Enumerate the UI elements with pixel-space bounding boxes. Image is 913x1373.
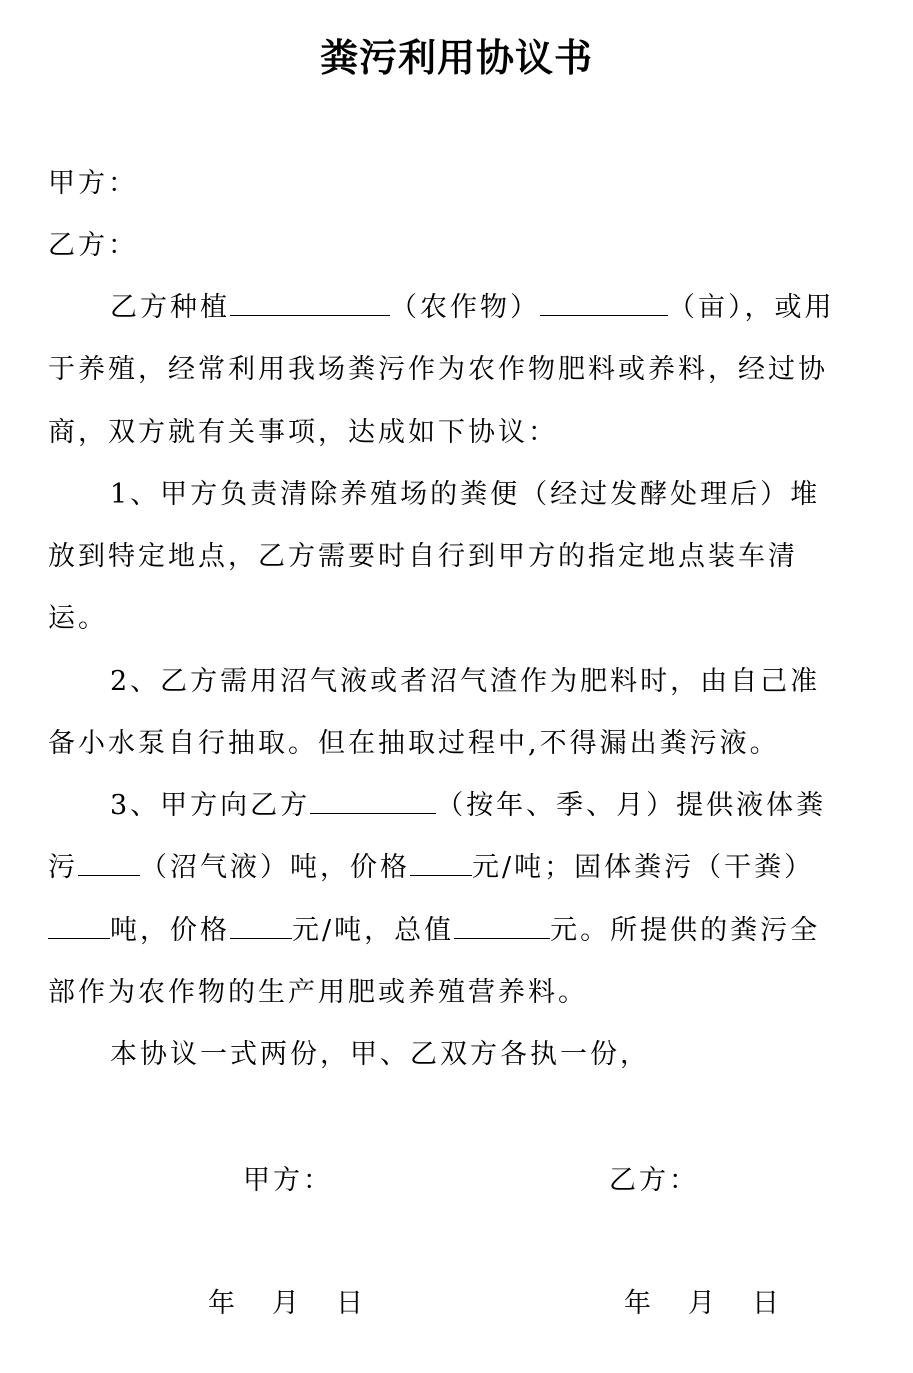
clause-3-text-g: 元/吨，总值	[292, 915, 455, 946]
closing-statement: 本协议一式两份，甲、乙双方各执一份，	[110, 1039, 650, 1070]
party-b-label: 乙方：	[48, 230, 138, 261]
clause-3-text-d: （沼气液）吨，价格	[140, 852, 410, 883]
solid-price-blank[interactable]	[230, 914, 292, 939]
date-day: 日	[752, 1288, 782, 1319]
clause-3-line-4: 部作为农作物的生产用肥或养殖营养料。	[48, 977, 588, 1008]
clause-3-text-b: （按年、季、月）提供液体粪	[436, 790, 827, 821]
clause-3-text-e: 元/吨；固体粪污（干粪）	[472, 852, 815, 883]
solid-tons-blank[interactable]	[48, 914, 110, 939]
period-blank[interactable]	[310, 789, 436, 814]
clause-3-line-1	[48, 786, 913, 826]
clause-1-line-3: 运。	[48, 603, 108, 634]
clause-2-line-1: 2、乙方需用沼气液或者沼气渣作为肥料时，由自己准	[110, 666, 821, 697]
liquid-price-blank[interactable]	[410, 851, 472, 876]
clause-1-line-1: 1、甲方负责清除养殖场的粪便（经过发酵处理后）堆	[110, 479, 821, 510]
clause-1-line-2: 放到特定地点，乙方需要时自行到甲方的指定地点装车清	[48, 541, 798, 572]
intro-line-3: 商，双方就有关事项，达成如下协议：	[48, 417, 558, 448]
date-month: 月	[688, 1288, 718, 1319]
document-title: 粪污利用协议书	[319, 36, 593, 80]
clause-3-text-c: 污	[48, 852, 78, 883]
date-year: 年	[624, 1288, 654, 1319]
clause-3-line-2	[48, 848, 878, 888]
intro-text-b: （农作物）	[390, 292, 540, 323]
date-day: 日	[336, 1288, 366, 1319]
signature-party-b: 乙方：	[609, 1165, 699, 1196]
clause-3-text-a: 3、甲方向乙方	[110, 790, 311, 821]
date-party-b	[624, 1284, 816, 1324]
clause-3-text-h: 元。所提供的粪污全	[550, 915, 821, 946]
clause-3-text-f: 吨，价格	[110, 915, 230, 946]
date-year: 年	[208, 1288, 238, 1319]
intro-text-c: （亩），或用	[668, 292, 835, 323]
total-value-blank[interactable]	[454, 914, 550, 939]
clause-3-line-3	[48, 911, 878, 951]
party-a-label: 甲方：	[48, 168, 138, 199]
crop-blank[interactable]	[230, 291, 390, 316]
date-month: 月	[272, 1288, 302, 1319]
date-party-a	[208, 1284, 400, 1324]
acreage-blank[interactable]	[540, 291, 668, 316]
signature-party-a: 甲方：	[243, 1165, 333, 1196]
liquid-tons-blank[interactable]	[78, 851, 140, 876]
intro-text-a: 乙方种植	[110, 292, 230, 323]
intro-line-2: 于养殖，经常利用我场粪污作为农作物肥料或养料，经过协	[48, 354, 828, 385]
intro-line-1	[48, 288, 913, 328]
clause-2-line-2: 备小水泵自行抽取。但在抽取过程中,不得漏出粪污液。	[48, 728, 780, 759]
